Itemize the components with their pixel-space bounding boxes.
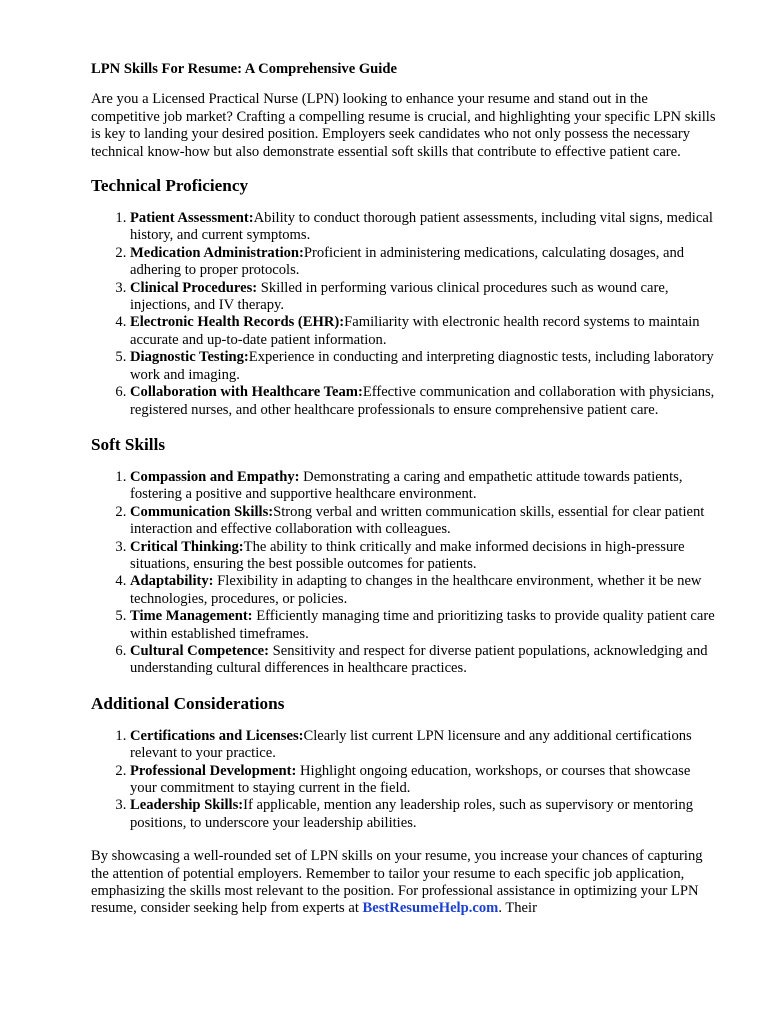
list-item [130,314,716,349]
list-item [130,763,716,798]
intro-paragraph: Are you a Licensed Practical Nurse (LPN) looking to enhance your resume and stand out in the competitive job market? Crafting a compelling resume is crucial, and highlighting your specific LPN skills is key to landing your desired position. Employers seek candidates who not only possess the necessary technical know-how but also demonstrate essential soft skills that contribute to effective patient care. [91,91,716,160]
skill-term: Adaptability: [130,573,214,590]
skill-term: Critical Thinking: [130,538,244,555]
skill-description: Clearly list current LPN licensure and any additional certifications relevant to your practice. [130,727,692,762]
section-additional-considerations [91,694,716,832]
section-soft-skills [91,435,716,678]
list-item [130,280,716,315]
skill-description: Strong verbal and written communication skills, essential for clear patient interaction and effective collaboration with colleagues. [130,503,705,538]
skill-description: Effective communication and collaboration with physicians, registered nurses, and other healthcare professionals to ensure comprehensive patient care. [130,384,715,418]
list-item [130,643,716,678]
list-item [130,539,716,574]
bestresumehelp-link[interactable]: BestResumeHelp.com [362,900,499,917]
skill-description: Efficiently managing time and prioritizing tasks to provide quality patient care within established timeframes. [130,608,715,642]
list-item [130,210,716,245]
skill-term: Compassion and Empathy: [130,468,300,485]
skill-term: Time Management: [130,608,253,625]
section-heading: Technical Proficiency [91,176,249,196]
list-item [130,469,716,504]
section-heading: Soft Skills [91,434,166,454]
skill-description: Sensitivity and respect for diverse patient populations, acknowledging and understanding cultural differences in healthcare practices. [130,642,708,677]
list-item [130,384,716,419]
skill-term: Professional Development: [130,762,297,779]
skill-list [91,728,716,832]
skill-term: Clinical Procedures: [130,279,258,296]
skill-term: Collaboration with Healthcare Team: [130,384,363,401]
closing-text-end: . Their [498,900,537,917]
skill-term: Communication Skills: [130,503,274,520]
skill-description: Demonstrating a caring and empathetic attitude towards patients, fostering a positive and supportive healthcare environment. [130,468,683,503]
skill-description: Skilled in performing various clinical procedures such as wound care, injections, and IV therapy. [130,279,669,314]
skill-description: If applicable, mention any leadership roles, such as supervisory or mentoring positions, to underscore your leadership abilities. [130,797,693,831]
skill-description: Flexibility in adapting to changes in the healthcare environment, whether it be new technologies, procedures, or policies. [130,573,702,607]
document-page [91,61,716,933]
skill-description: Ability to conduct thorough patient assessments, including vital signs, medical history, and current symptoms. [130,210,713,244]
closing-paragraph [91,848,716,918]
section-technical-proficiency [91,176,716,419]
skill-description: Highlight ongoing education, workshops, or courses that showcase your commitment to staying current in the field. [130,762,691,796]
skill-term: Diagnostic Testing: [130,349,249,366]
list-item [130,245,716,280]
skill-description: Familiarity with electronic health record systems to maintain accurate and up-to-date patient information. [130,314,700,348]
skill-term: Certifications and Licenses: [130,727,304,744]
skill-term: Patient Assessment: [130,210,254,227]
list-item [130,349,716,384]
skill-description: Experience in conducting and interpreting diagnostic tests, including laboratory work and imaging. [130,349,714,383]
skill-description: The ability to think critically and make informed decisions in high-pressure situations, ensuring the best possible outcomes for patients. [130,538,685,572]
list-item [130,504,716,539]
closing-text: By showcasing a well-rounded set of LPN skills on your resume, you increase your chances of capturing the attention of potential employers. Remember to tailor your resume to each specific job application, emphasizing the skills most relevant to the position. For professional assistance in optimizing your LPN resume, consider seeking help from experts at [91,848,703,917]
document-title: LPN Skills For Resume: A Comprehensive Guide [91,61,397,77]
skill-description: Proficient in administering medications, calculating dosages, and adhering to proper protocols. [130,244,685,279]
list-item [130,728,716,763]
skill-list [91,210,716,419]
skill-list [91,469,716,678]
list-item [130,797,716,832]
skill-term: Leadership Skills: [130,797,244,814]
skill-term: Electronic Health Records (EHR): [130,314,345,331]
section-heading: Additional Considerations [91,693,285,713]
skill-term: Cultural Competence: [130,642,270,659]
list-item [130,573,716,608]
list-item [130,608,716,643]
skill-term: Medication Administration: [130,244,304,261]
